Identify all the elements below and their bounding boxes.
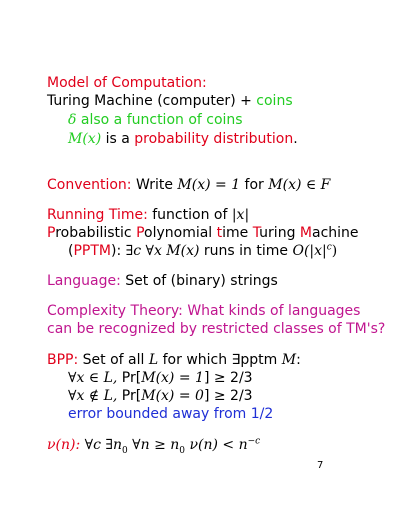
nu-exponent: −c: [247, 436, 261, 447]
nu-sub-0: 0: [121, 445, 128, 456]
nu-expr-b: ∀n ≥ n: [127, 437, 180, 453]
bpp-row-2: [68, 387, 253, 405]
convention-expr2: M(x) ∈ F: [268, 177, 331, 193]
model-tm-line: [47, 92, 293, 110]
pptm-word-4: uring: [259, 225, 300, 241]
bpp-row1-quantifier: ∀x ∈ L,: [68, 370, 118, 386]
language-line: [47, 272, 278, 290]
pptm-text: runs in time: [199, 243, 293, 259]
pptm-close-paren: ):: [110, 243, 126, 259]
convention-label: Convention:: [47, 177, 132, 193]
bpp-row1-pr: Pr[: [117, 370, 142, 386]
pptm-letter-m: M: [299, 225, 312, 241]
pptm-letter-t2: T: [252, 225, 260, 241]
delta-text: also a function of coins: [76, 112, 243, 128]
delta-symbol: δ: [68, 112, 77, 128]
bpp-row-1: [68, 369, 253, 387]
pptm-word-3: ime: [222, 225, 253, 241]
pptm-word-2: olynomial: [144, 225, 217, 241]
complexity-line-1: Complexity Theory: What kinds of languages: [47, 303, 361, 319]
pptm-exponent: c: [326, 242, 332, 253]
pptm-abbrev: PPTM: [73, 243, 111, 259]
bpp-row2-bound: ] ≥ 2/3: [203, 388, 253, 404]
page-number: 7: [317, 460, 324, 471]
mx-dist: probability distribution: [134, 131, 294, 147]
tm-coins: coins: [256, 93, 293, 109]
pptm-bound: O(|x|: [292, 243, 327, 259]
mx-end: .: [293, 131, 298, 147]
bpp-text2: for which ∃pptm: [158, 352, 282, 368]
mx-expr: M(x): [68, 131, 102, 147]
convention-text2: for: [240, 177, 269, 193]
nu-expr-a: ∀c ∃n: [84, 437, 122, 453]
bpp-row1-bound: ] ≥ 2/3: [203, 370, 253, 386]
pptm-definition-line: [47, 224, 359, 242]
bpp-label: BPP:: [47, 352, 79, 368]
pptm-letter-t: t: [216, 225, 223, 241]
language-label: Language:: [47, 273, 121, 289]
bpp-row2-pr: Pr[: [117, 388, 142, 404]
bpp-row1-expr: M(x) = 1: [141, 370, 204, 386]
bpp-line: [47, 351, 301, 369]
nu-label: ν(n):: [47, 437, 81, 453]
bpp-colon: :: [296, 352, 301, 368]
mx-mid: is a: [101, 131, 135, 147]
pptm-word-5: achine: [312, 225, 359, 241]
pptm-word-1: robabilistic: [55, 225, 137, 241]
pptm-open-paren: (: [68, 243, 74, 259]
convention-line: [47, 176, 330, 194]
running-time-text: function of: [147, 207, 232, 223]
nu-expr-c: ν(n) < n: [185, 437, 248, 453]
pptm-expr: ∃c ∀x M(x): [125, 243, 200, 259]
tm-prefix: Turing Machine (computer) +: [47, 93, 257, 109]
bpp-note: error bounded away from 1/2: [68, 406, 274, 422]
running-time-label: Running Time:: [47, 207, 148, 223]
delta-line: [68, 111, 243, 129]
complexity-line-2: can be recognized by restricted classes of TM's?: [47, 321, 386, 337]
mx-line: [68, 130, 298, 148]
pptm-runtime-line: [68, 242, 337, 260]
bpp-L: L: [148, 352, 159, 368]
convention-text1: Write: [131, 177, 178, 193]
model-heading: Model of Computation:: [47, 75, 207, 91]
nu-line: [47, 436, 260, 454]
language-text: Set of (binary) strings: [120, 273, 278, 289]
running-time-expr: |x|: [231, 207, 250, 223]
bpp-text1: Set of all: [78, 352, 149, 368]
pptm-letter-p1: P: [47, 225, 56, 241]
bpp-row2-quantifier: ∀x ∉ L,: [68, 388, 118, 404]
convention-expr1: M(x) = 1: [177, 177, 241, 193]
pptm-bound-close: ): [331, 243, 338, 259]
bpp-M: M: [281, 352, 297, 368]
nu-sub-1: 0: [179, 445, 186, 456]
pptm-letter-p2: P: [136, 225, 145, 241]
bpp-row2-expr: M(x) = 0: [141, 388, 204, 404]
running-time-line: [47, 206, 249, 224]
